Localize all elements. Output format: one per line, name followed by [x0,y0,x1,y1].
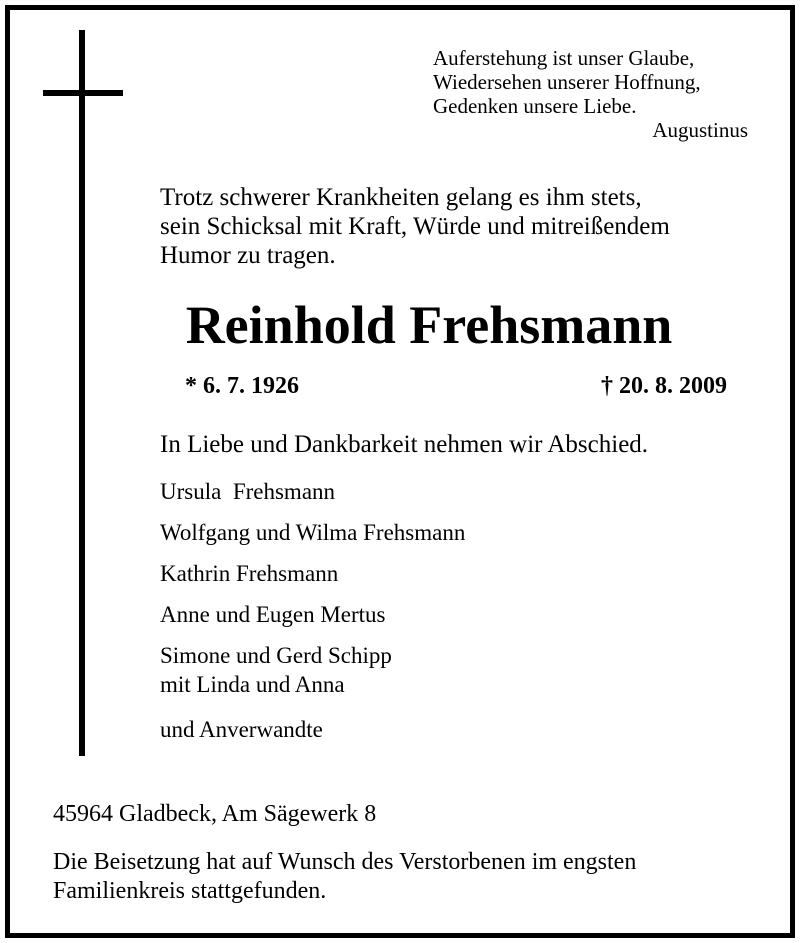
cross-icon [79,30,85,756]
death-date: † 20. 8. 2009 [601,373,727,399]
mourner: Anne und Eugen Mertus [160,602,386,627]
mourner: mit Linda und Anna [160,672,345,697]
relatives-text: und Anverwandte [160,717,323,742]
mourners-list [160,477,465,699]
quote-line: Auferstehung ist unser Glaube, [433,46,695,70]
burial-notice [53,848,636,906]
intro-text [160,183,670,270]
birth-date: * 6. 7. 1926 [185,373,299,399]
deceased-name: Reinhold Frehsmann [185,295,673,355]
mourner: Kathrin Frehsmann [160,561,339,586]
mourner: Ursula Frehsmann [160,479,336,504]
quote-author: Augustinus [652,118,748,142]
quote-line: Wiedersehen unserer Hoffnung, [433,70,701,94]
farewell-text: In Liebe und Dankbarkeit nehmen wir Abschied. [160,431,649,458]
intro-line: Trotz schwerer Krankheiten gelang es ihm stets, [160,184,642,211]
notice-line: Familienkreis stattgefunden. [53,878,327,904]
notice-line: Die Beisetzung hat auf Wunsch des Verstorbenen im engsten [53,849,637,875]
intro-line: Humor zu tragen. [160,242,336,269]
mourner: Simone und Gerd Schipp [160,643,392,668]
quote-line: Gedenken unsere Liebe. [433,94,637,118]
mourner: Wolfgang und Wilma Frehsmann [160,520,466,545]
cross-icon-bar [43,90,123,96]
notice-border [5,5,795,938]
address: 45964 Gladbeck, Am Sägewerk 8 [53,801,377,827]
intro-line: sein Schicksal mit Kraft, Würde und mitreißendem [160,213,670,240]
epitaph-quote [433,46,748,142]
